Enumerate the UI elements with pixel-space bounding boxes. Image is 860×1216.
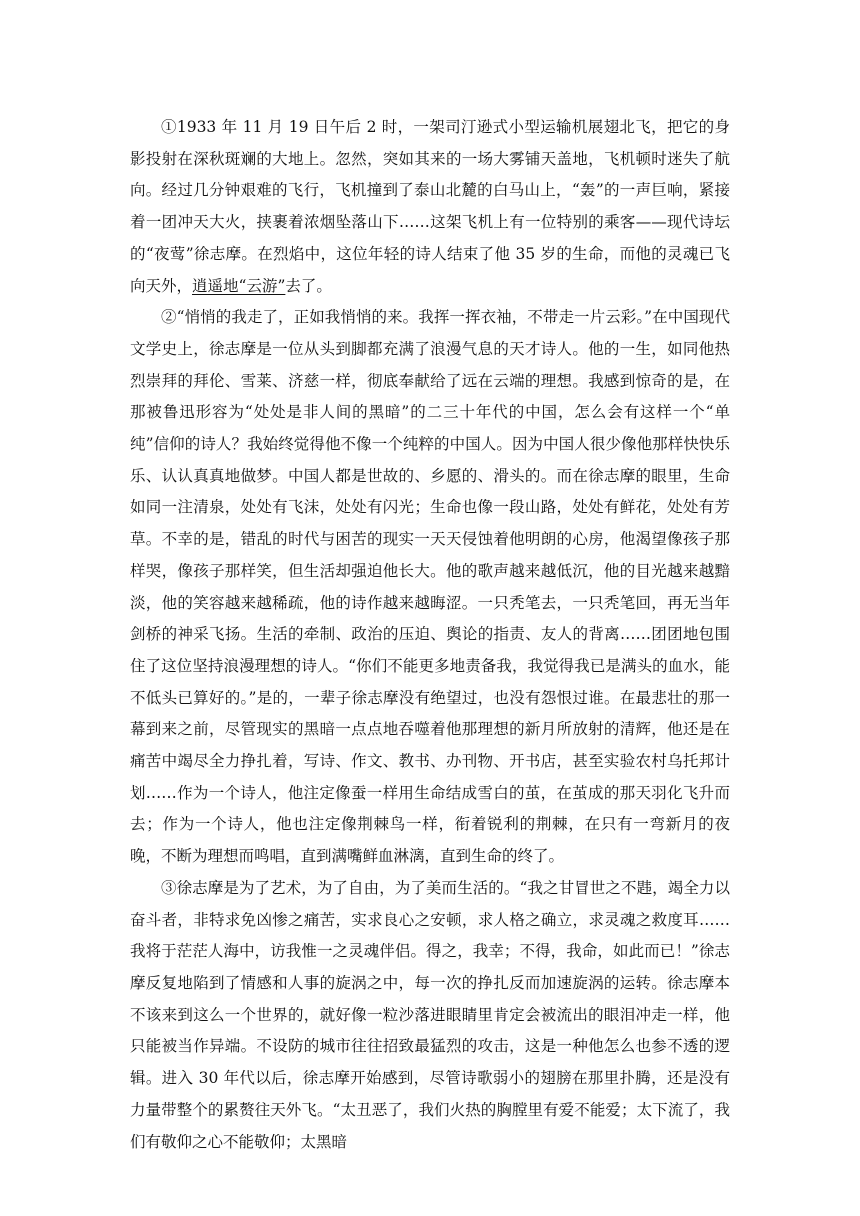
paragraph-1-underlined-phrase: 逍遥地“云游” (192, 276, 286, 295)
paragraph-3: ③徐志摩是为了艺术，为了自由，为了美而生活的。“我之甘冒世之不韪，竭全力以奋斗者，非特求免凶惨之痛苦，实求良心之安顿，求人格之确立，求灵魂之救度耳……我将于茫茫人海中，访我惟一之灵魂伴侣。得之，我幸；不得，我命，如此而已！”徐志摩反复地陷到了情感和人事的旋涡之中，每一次的挣扎反而加速旋涡的运转。徐志摩本不该来到这么一个世界的，就好像一粒沙落进眼睛里肯定会被流出的眼泪冲走一样，他只能被当作异端。不设防的城市往往招致最猛烈的攻击，这是一种他怎么也参不透的逻辑。进入 30 年代以后，徐志摩开始感到，尽管诗歌弱小的翅膀在那里扑腾，还是没有力量带整个的累赘往天外飞。“太丑恶了，我们火热的胸膛里有爱不能爱；太下流了，我们有敬仰之心不能敬仰；太黑暗 (130, 878, 730, 1151)
paragraph-1 (130, 112, 730, 302)
document-body (130, 112, 730, 1158)
paragraph-2: ②“悄悄的我走了，正如我悄悄的来。我挥一挥衣袖，不带走一片云彩。”在中国现代文学史上，徐志摩是一位从头到脚都充满了浪漫气息的天才诗人。他的一生，如同他热烈崇拜的拜伦、雪莱、济慈一样，彻底奉献给了远在云端的理想。我感到惊奇的是，在那被鲁迅形容为“处处是非人间的黑暗”的二三十年代的中国，怎么会有这样一个“单纯”信仰的诗人？我始终觉得他不像一个纯粹的中国人。因为中国人很少像他那样快快乐乐、认认真真地做梦。中国人都是世故的、乡愿的、滑头的。而在徐志摩的眼里，生命如同一注清泉，处处有飞沫，处处有闪光；生命也像一段山路，处处有鲜花，处处有芳草。不幸的是，错乱的时代与困苦的现实一天天侵蚀着他明朗的心房，他渴望像孩子那样哭，像孩子那样笑，但生活却强迫他长大。他的歌声越来越低沉，他的目光越来越黯淡，他的笑容越来越稀疏，他的诗作越来越晦涩。一只秃笔去，一只秃笔回，再无当年剑桥的神采飞扬。生活的牵制、政治的压迫、舆论的指责、友人的背离……团团地包围住了这位坚持浪漫理想的诗人。“你们不能更多地责备我，我觉得我已是满头的血水，能不低头已算好的。”是的，一辈子徐志摩没有绝望过，也没有怨恨过谁。在最悲壮的那一幕到来之前，尽管现实的黑暗一点点地吞噬着他那理想的新月所放射的清辉，他还是在痛苦中竭尽全力挣扎着，写诗、作文、教书、办刊物、开书店，甚至实验农村乌托邦计划……作为一个诗人，他注定像蚕一样用生命结成雪白的茧，在茧成的那天羽化飞升而去；作为一个诗人，他也注定像荆棘鸟一样，衔着锐利的荆棘，在只有一弯新月的夜晚，不断为理想而鸣唱，直到满嘴鲜血淋漓，直到生命的终了。 (130, 308, 730, 866)
paragraph-1-ending: 去了。 (285, 276, 332, 295)
paragraph-1-text: ①1933 年 11 月 19 日午后 2 时，一架司汀逊式小型运输机展翅北飞，把它的身影投射在深秋斑斓的大地上。忽然，突如其来的一场大雾铺天盖地，飞机顿时迷失了航向。经过几分钟艰难的飞行，飞机撞到了泰山北麓的白马山上，“轰”的一声巨响，紧接着一团冲天大火，挟裹着浓烟坠落山下……这架飞机上有一位特别的乘客——现代诗坛的“夜莺”徐志摩。在烈焰中，这位年轻的诗人结束了他 35 岁的生命，而他的灵魂已飞向天外， (130, 118, 730, 295)
